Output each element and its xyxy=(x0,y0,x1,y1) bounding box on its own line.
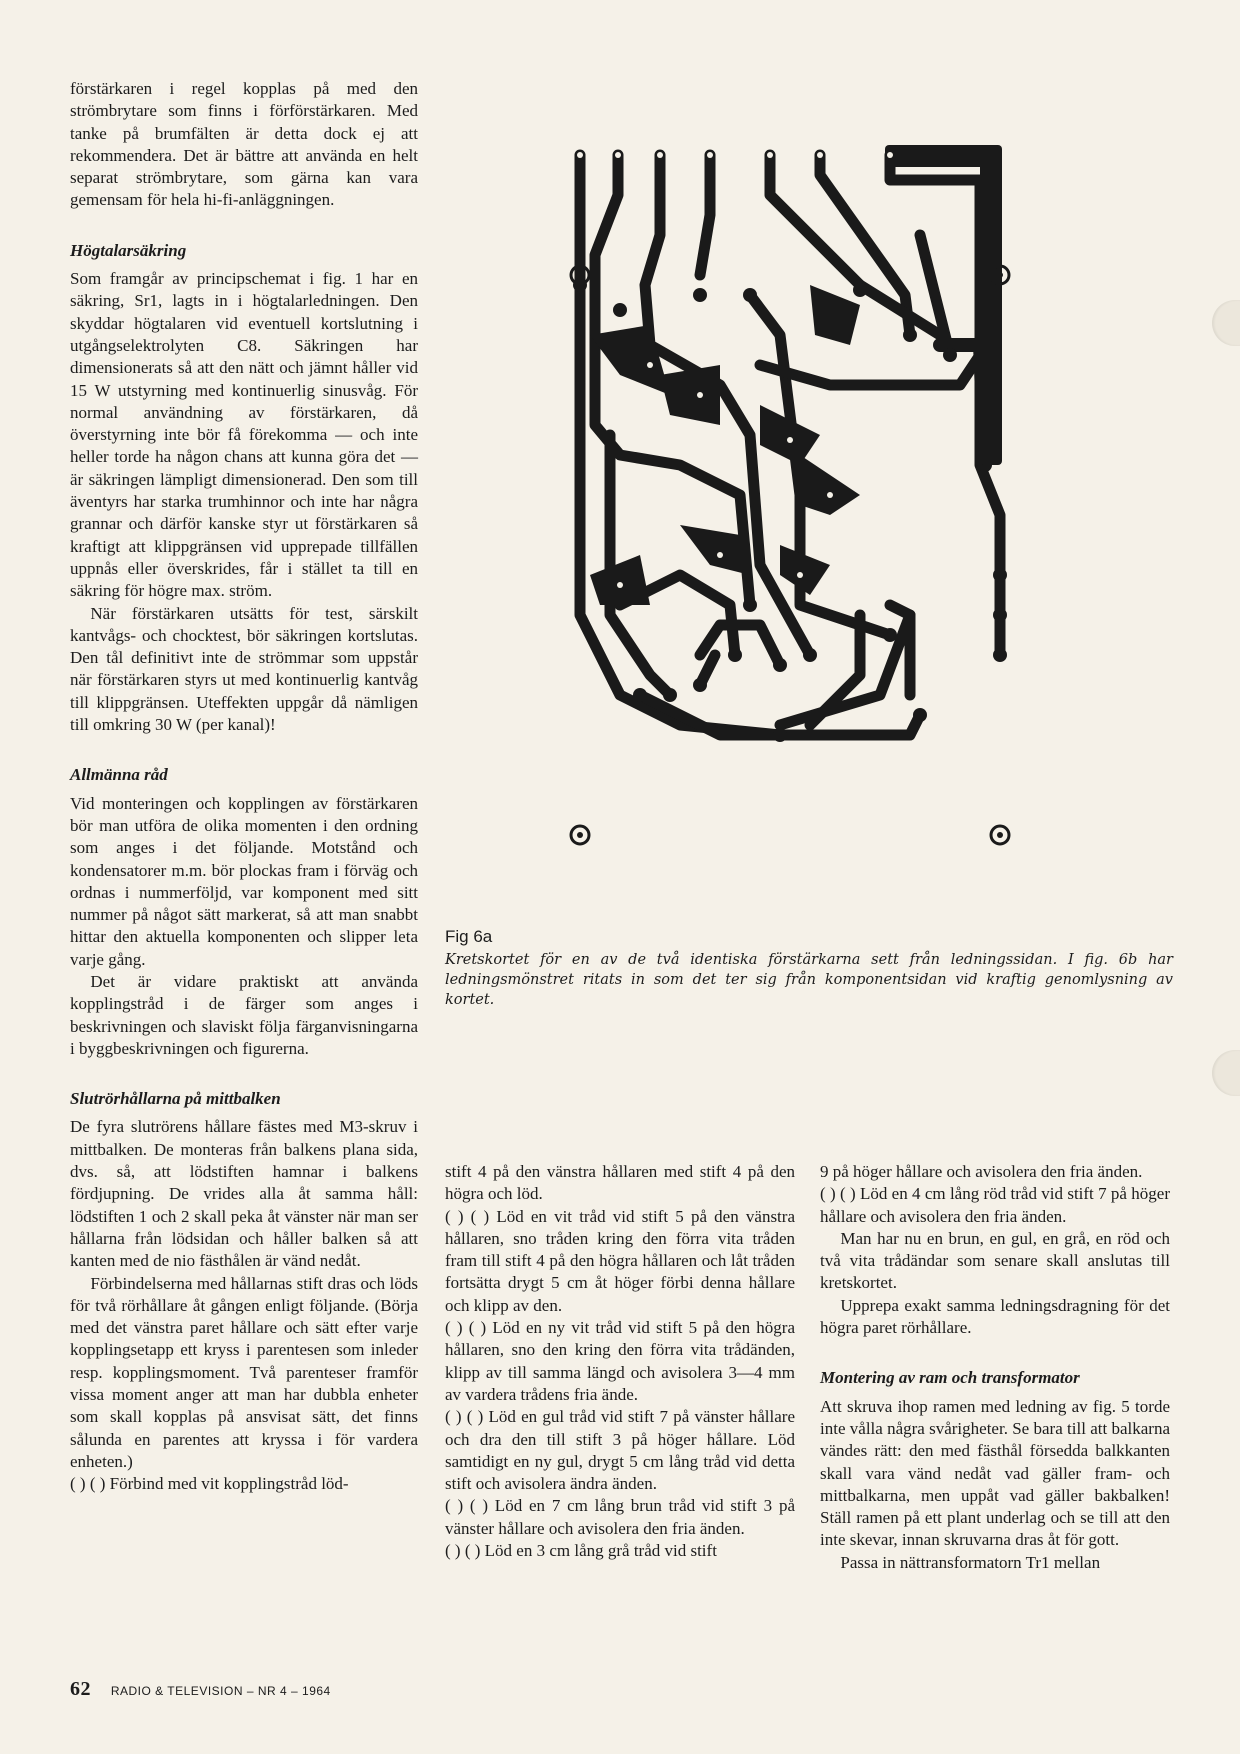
paragraph: De fyra slutrörens hållare fästes med M3-skruv i mittbalken. De monteras från balkens plana sida, dvs. så, att lödstiften hamnar i balkens fördjupning. De vrides alla åt samma håll: lödstiften 1 och 2 skall peka åt vänster när man ser hållarna från lödsidan och håller balken så att kanten med de nio fästhålen är vänd nedåt. xyxy=(70,1117,418,1271)
middle-text-column xyxy=(445,1161,795,1562)
section-heading: Högtalarsäkring xyxy=(70,240,187,260)
pcb-pad xyxy=(883,628,897,642)
pcb-hole xyxy=(887,152,893,158)
paragraph: ( ) ( ) Löd en 4 cm lång röd tråd vid stift 7 på höger hållare och avisolera den fria änden. xyxy=(820,1184,1170,1226)
paragraph: ( ) ( ) Löd en 7 cm lång brun tråd vid stift 3 på vänster hållare och avisolera den fria änden. xyxy=(445,1496,795,1538)
page-footer xyxy=(70,1678,331,1701)
pcb-hole xyxy=(617,582,623,588)
paragraph: 9 på höger hållare och avisolera den fria änden. xyxy=(820,1162,1143,1181)
paragraph: ( ) ( ) Löd en vit tråd vid stift 5 på den vänstra hållaren, sno tråden kring den förra vita tråden fram till stift 4 på den högra hållaren och låt tråden fortsätta drygt 5 cm åt höger förbi denna hållare och klipp av den. xyxy=(445,1206,795,1315)
figure-caption: Kretskortet för en av de två identiska förstärkarna sett från ledningssidan. I fig. 6b har ledningsmönstret ritats in som det ter sig från komponentsidan vid kraftig genomlysning av kortet. xyxy=(445,952,1173,1008)
punch-hole xyxy=(1212,300,1240,346)
mounting-hole xyxy=(577,272,583,278)
pcb-pad xyxy=(633,688,647,702)
pcb-hole xyxy=(577,152,583,158)
pcb-pad xyxy=(590,325,670,395)
pcb-pad xyxy=(728,648,742,662)
paragraph: Som framgår av principschemat i fig. 1 har en säkring, Sr1, lagts in i högtalarledningen. Den skyddar högtalaren vid eventuell kortslutning i utgångselektrolyten C8. Säkringen har dimensionerats så att den nätt och jämnt håller vid 15 W utstyrning med kontinuerlig sinusvåg. För normal användning av förstärkaren, då överstyrning inte bör få förekomma — och inte heller torde ha någon chans att kunna göra det — är säkringen lämpligt dimensionerad. Den som till äventyrs har starka trumhinnor och inte har några grannar och därför kanske styr ut förstärkaren så kraftigt att klippgränsen vid upprepade tillfällen uppnås eller överskrides, får i stället ta till en säkring för högre max. ström. xyxy=(70,269,418,601)
mounting-hole xyxy=(997,832,1003,838)
paragraph: Passa in nättransformatorn Tr1 mellan xyxy=(840,1552,1101,1572)
figure-label: Fig 6a xyxy=(445,927,493,946)
publication-name: RADIO & TELEVISION – NR 4 – 1964 xyxy=(110,1684,331,1698)
pcb-pad xyxy=(773,728,787,742)
page-number: 62 xyxy=(70,1678,91,1700)
paragraph: Att skruva ihop ramen med ledning av fig. 5 torde inte vålla några svårigheter. Se bara till att balkarna vändes rätt: den med fästhål försedda balkkanten skall vara vänd nedåt vad gäller fram- och mittbalkarna, men uppåt vad gäller bakbalken! Ställ ramen på ett plant underlag och se till att den inte skevar, innan skruvarna dras åt för gott. xyxy=(820,1396,1170,1550)
pcb-pad xyxy=(803,648,817,662)
pcb-hole xyxy=(817,152,823,158)
paragraph: Det är vidare praktiskt att använda kopplingstråd i de färger som anges i beskrivningen och slaviskt följa färganvisningarna i byggbeskrivningen och figurerna. xyxy=(70,971,418,1058)
paragraph: förstärkaren i regel kopplas på med den strömbrytare som finns i förförstärkaren. Med tanke på brumfälten är detta dock ej att rekommendera. Det är bättre att använda en helt separat strömbrytare, som gärna kan vara gemensam för hela hi-fi-anläggningen. xyxy=(70,79,418,210)
pcb-hole xyxy=(707,152,713,158)
pcb-pad xyxy=(885,145,995,167)
mounting-hole xyxy=(997,272,1003,278)
paragraph: ( ) ( ) Löd en ny vit tråd vid stift 5 på den högra hållaren, sno den kring den förra vita trådänden, klipp av till samma längd och avisolera 3—4 mm av vardera trådens fria ände. xyxy=(445,1318,795,1404)
pcb-hole xyxy=(787,437,793,443)
left-text-column xyxy=(70,78,418,1496)
right-text-column xyxy=(820,1161,1170,1574)
paragraph: Man har nu en brun, en gul, en grå, en röd och två vita trådändar som senare skall anslutas till kretskortet. xyxy=(820,1228,1170,1293)
pcb-pad xyxy=(693,678,707,692)
pcb-pad xyxy=(743,288,757,302)
pcb-pad xyxy=(993,608,1007,622)
pcb-hole xyxy=(647,362,653,368)
pcb-pad xyxy=(613,303,627,317)
pcb-pad xyxy=(980,145,1002,465)
section-heading: Slutrörhållarna på mittbalken xyxy=(70,1089,281,1109)
paragraph: ( ) ( ) Förbind med vit kopplingstråd löd- xyxy=(70,1474,349,1494)
pcb-pad xyxy=(693,288,707,302)
section-heading: Allmänna råd xyxy=(70,765,168,785)
pcb-trace xyxy=(940,345,985,465)
pcb-pad xyxy=(800,455,860,515)
paragraph: ( ) ( ) Löd en 3 cm lång grå tråd vid stift xyxy=(445,1541,717,1561)
pcb-pad xyxy=(743,598,757,612)
pcb-pad xyxy=(993,648,1007,662)
pcb-pad xyxy=(903,328,917,342)
pcb-pad xyxy=(660,365,720,425)
pcb-pad xyxy=(993,568,1007,582)
pcb-pad xyxy=(913,708,927,722)
paragraph: Förbindelserna med hållarnas stift dras och löds för två rörhållare åt gången enligt följande. (Börja med det vänstra paret hållare och sätt efter varje kopplingsetapp ett kryss i parentesen som inleder resp. kopplingsmoment. Två parenteser framför vissa moment anger att man har dubbla enheter som skall kopplas på ansvisat sätt, det finns sålunda en parentes att kryssa i för vardera enheten.) xyxy=(70,1273,418,1471)
pcb-pad xyxy=(943,348,957,362)
circuit-board-figure xyxy=(560,135,1060,850)
pcb-hole xyxy=(767,152,773,158)
pcb-trace xyxy=(700,155,710,275)
pcb-pad xyxy=(853,283,867,297)
paragraph: Vid monteringen och kopplingen av förstärkaren bör man utföra de olika momenten i den ordning som anges i det följande. Motstånd och kondensatorer m.m. bör plockas fram i förväg och ordnas i nummerföljd, var komponent med sitt nummer på något sätt markerat, så att man snabbt hittar den aktuella komponenten och slipper leta varje gång. xyxy=(70,793,418,969)
punch-hole xyxy=(1212,1050,1240,1096)
mounting-hole xyxy=(577,832,583,838)
pcb-hole xyxy=(615,152,621,158)
paragraph: ( ) ( ) Löd en gul tråd vid stift 7 på vänster hållare och dra den till stift 3 på höger hållare. Löd samtidigt en ny gul, drygt 5 cm lång tråd vid detta stift och avisolera ändra änden. xyxy=(445,1407,795,1494)
pcb-hole xyxy=(717,552,723,558)
section-heading: Montering av ram och transformator xyxy=(820,1368,1080,1388)
pcb-pad xyxy=(810,285,860,345)
pcb-pad xyxy=(663,688,677,702)
pcb-hole xyxy=(657,152,663,158)
paragraph: stift 4 på den vänstra hållaren med stift 4 på den högra och löd. xyxy=(445,1162,795,1204)
pcb-pad xyxy=(590,555,650,605)
pcb-hole xyxy=(697,392,703,398)
pcb-hole xyxy=(827,492,833,498)
pcb-pad xyxy=(773,658,787,672)
paragraph: När förstärkaren utsätts för test, särskilt kantvågs- och chocktest, bör säkringen kortslutas. Den tål definitivt inte de strömmar som uppstår när förstärkaren styrs ut med kontinuerlig kantvåg till klippgränsen. Uteffekten uppgår då nämligen till omkring 30 W (per kanal)! xyxy=(70,603,418,735)
pcb-hole xyxy=(797,572,803,578)
paragraph: Upprepa exakt samma ledningsdragning för det högra paret rörhållare. xyxy=(820,1295,1170,1338)
